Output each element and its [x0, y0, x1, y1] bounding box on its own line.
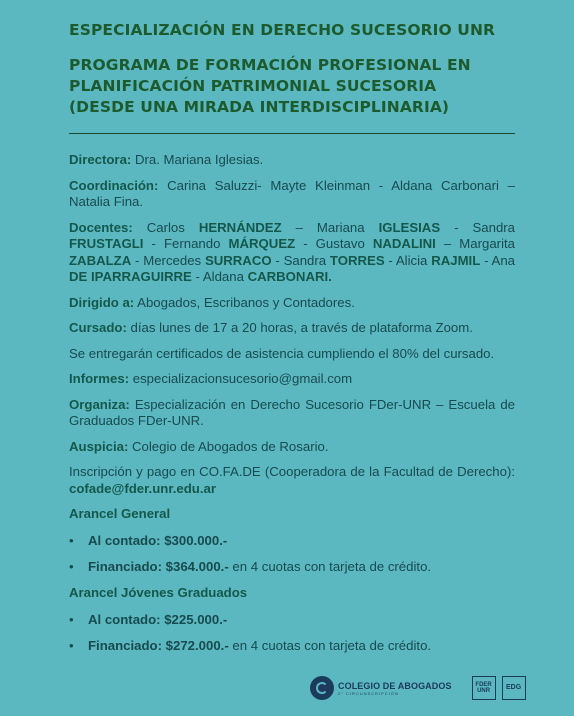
inscripcion-text: Inscripción y pago en CO.FA.DE (Cooperadora de la Facultad de Derecho):	[69, 464, 515, 479]
colegio-logo	[310, 676, 452, 700]
bullet-icon: •	[69, 559, 74, 574]
auspicia-label: Auspicia:	[69, 438, 129, 454]
cursado-paragraph	[69, 320, 515, 337]
program-subtitle	[69, 55, 515, 118]
price-amount: $300.000.-	[160, 533, 228, 548]
dirigido-paragraph	[69, 295, 515, 312]
document	[69, 20, 515, 664]
fder-unr-logo	[472, 676, 496, 700]
docente-surname: FRUSTAGLI	[69, 236, 144, 251]
docente-name: - Fernando	[143, 236, 229, 251]
docente-name: - Sandra	[440, 219, 515, 235]
docente-name: - Alicia	[384, 252, 432, 268]
page-title: ESPECIALIZACIÓN EN DERECHO SUCESORIO UNR	[69, 21, 496, 39]
coordinacion-paragraph	[69, 178, 515, 211]
docente-name: Carlos	[132, 219, 199, 235]
coordinacion-label: Coordinación:	[69, 177, 159, 193]
fder-line2: UNR	[477, 688, 491, 694]
dirigido-text: Abogados, Escribanos y Contadores.	[134, 294, 355, 310]
certificados-paragraph: Se entregarán certificados de asistencia cumpliendo el 80% del cursado.	[69, 345, 495, 361]
docentes-label: Docentes:	[69, 219, 133, 235]
arancel-jovenes-heading: Arancel Jóvenes Graduados	[69, 585, 248, 600]
docente-surname: IGLESIAS	[378, 219, 441, 235]
colegio-text	[338, 681, 452, 696]
docente-surname: CARBONARI.	[247, 269, 332, 284]
coordinacion-text: Carina Saluzzi- Mayte Kleinman - Aldana Carbonari – Natalia Fina.	[69, 177, 515, 209]
organiza-label: Organiza:	[69, 396, 130, 412]
directora-text: Dra. Mariana Iglesias.	[131, 152, 264, 167]
docente-name: – Mariana	[281, 219, 379, 235]
price-detail: en 4 cuotas con tarjeta de crédito.	[228, 559, 432, 574]
edg-logo: EDG	[502, 676, 526, 700]
arancel-general-heading: Arancel General	[69, 506, 171, 521]
list-item	[69, 559, 515, 575]
list-item	[69, 533, 515, 549]
dirigido-label: Dirigido a:	[69, 294, 135, 310]
directora-label: Directora:	[69, 152, 132, 167]
docente-surname: TORRES	[329, 252, 385, 268]
cursado-label: Cursado:	[69, 320, 127, 335]
cursado-text: días lunes de 17 a 20 horas, a través de plataforma Zoom.	[126, 320, 473, 335]
docente-name: - Sandra	[271, 252, 330, 268]
subtitle-line: PROGRAMA DE FORMACIÓN PROFESIONAL EN	[69, 56, 471, 74]
organiza-paragraph	[69, 397, 515, 430]
price-amount: $272.000.-	[162, 638, 229, 653]
docente-name: - Mercedes	[131, 252, 205, 268]
informes-email[interactable]: especializacionsucesorio@gmail.com	[129, 371, 353, 386]
informes-label: Informes:	[69, 371, 130, 386]
bullet-icon: •	[69, 638, 74, 653]
docente-name: – Margarita	[435, 236, 515, 251]
arancel-general-list	[69, 533, 515, 575]
subtitle-line: PLANIFICACIÓN PATRIMONIAL SUCESORIA	[69, 77, 437, 95]
colegio-name: COLEGIO DE ABOGADOS	[338, 680, 452, 691]
docente-surname: MÁRQUEZ	[228, 236, 296, 251]
price-amount: $364.000.-	[162, 559, 229, 574]
price-label: Al contado:	[88, 533, 161, 548]
fder-line1: FDER	[475, 682, 492, 688]
bullet-icon: •	[69, 612, 74, 627]
list-item	[69, 612, 515, 628]
divider	[69, 133, 515, 134]
price-label: Al contado:	[88, 612, 161, 627]
docentes-paragraph	[69, 220, 515, 286]
docente-surname: RAJMIL	[431, 252, 481, 268]
inscripcion-paragraph	[69, 464, 515, 497]
docente-surname: NADALINI	[372, 236, 436, 251]
bullet-icon: •	[69, 533, 74, 548]
docente-surname: DE IPARRAGUIRRE	[69, 269, 192, 284]
colegio-emblem-icon	[310, 676, 334, 700]
arancel-jovenes-list	[69, 612, 515, 654]
docente-surname: ZABALZA	[69, 252, 132, 268]
price-amount: $225.000.-	[160, 612, 228, 627]
docente-name: - Ana	[480, 252, 515, 268]
auspicia-text: Colegio de Abogados de Rosario.	[128, 438, 329, 454]
docente-name: - Gustavo	[295, 236, 373, 251]
informes-paragraph	[69, 371, 515, 388]
price-label: Financiado:	[88, 638, 162, 653]
footer-logos	[310, 676, 526, 700]
docente-surname: SURRACO	[204, 252, 272, 268]
colegio-subtitle: 2° CIRCUNSCRIPCIÓN	[338, 690, 399, 696]
organiza-text: Especialización en Derecho Sucesorio FDer-UNR – Escuela de Graduados FDer-UNR.	[69, 396, 515, 428]
docente-surname: HERNÁNDEZ	[198, 219, 282, 235]
price-label: Financiado:	[88, 559, 162, 574]
list-item	[69, 638, 515, 654]
cofade-email[interactable]: cofade@fder.unr.edu.ar	[69, 480, 216, 496]
docente-name: - Aldana	[191, 269, 248, 284]
directora-paragraph	[69, 152, 515, 169]
auspicia-paragraph	[69, 439, 515, 456]
subtitle-line: (DESDE UNA MIRADA INTERDISCIPLINARIA)	[69, 98, 450, 116]
price-detail: en 4 cuotas con tarjeta de crédito.	[228, 638, 432, 653]
